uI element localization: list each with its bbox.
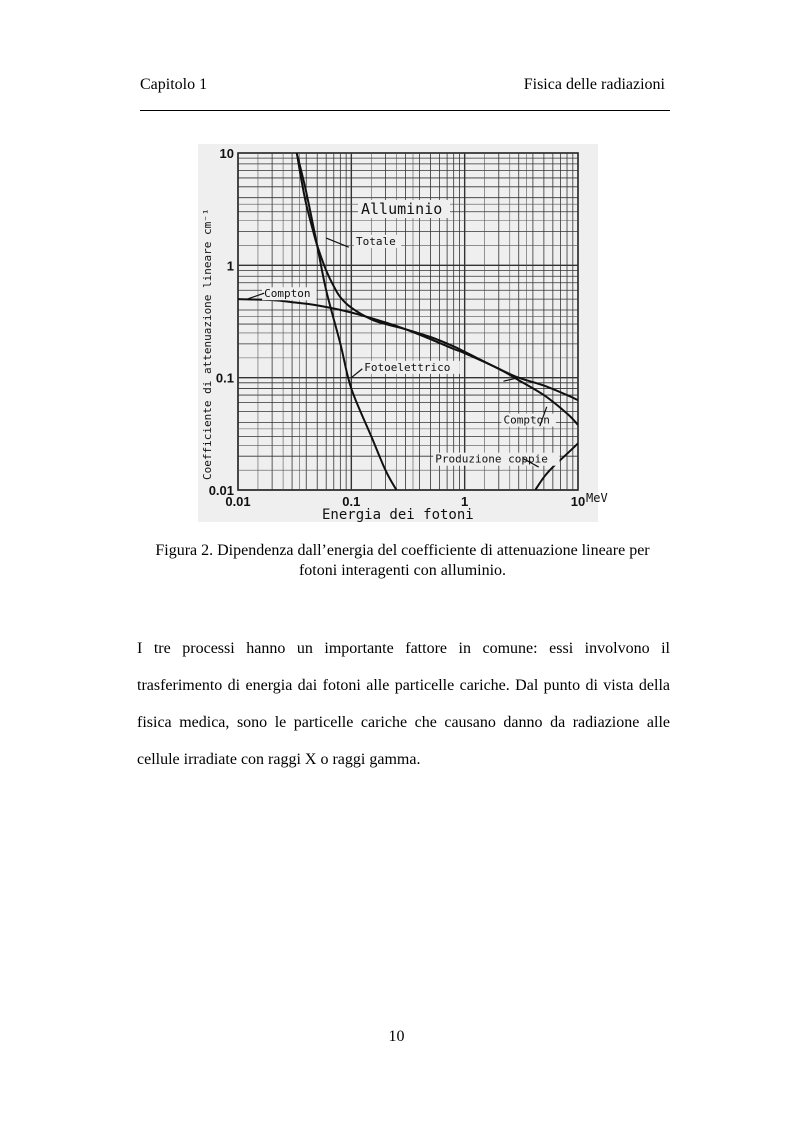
chart-title: Alluminio [361,200,443,218]
chart-x-axis-label: Energia dei fotoni [322,507,474,523]
annotation-label: Compton [264,287,311,301]
page-number: 10 [388,1028,405,1045]
attenuation-chart [198,144,608,523]
header-rule [140,110,670,111]
figure-caption-line-2: fotoni interagenti con alluminio. [298,562,507,579]
chart-x-axis-unit: MeV [586,491,608,505]
y-tick-label: 10 [219,146,234,161]
x-tick-label: 0.01 [225,494,251,509]
chart-annotations [247,235,560,467]
annotation-label: Fotoelettrico [364,360,451,374]
figure-caption-line-1: Figura 2. Dipendenza dall’energia del coefficiente di attenuazione lineare per [155,542,650,559]
annotation-leader [351,369,362,378]
y-tick-label: 0.01 [208,483,234,498]
figure-attenuation-chart [198,144,608,523]
running-header-section: Fisica delle radiazioni [523,76,665,93]
annotation-label: Totale [356,234,396,248]
x-tick-label: 0.1 [342,494,361,509]
y-tick-label: 0.1 [215,370,234,386]
chart-y-axis-label: Coefficiente di attenuazione lineare cm⁻¹ [201,208,214,480]
annotation-label: Produzione coppie [435,452,548,466]
series-line-produzione-coppie [535,443,578,490]
body-paragraph: I tre processi hanno un importante fattore in comune: essi involvono il trasferimento di energia dai fotoni alle particelle cariche. Dal punto di vista della fisica medica, sono le particelle cariche che causano danno da radiazione alle cellule irradiate con raggi X o raggi gamma. [137,640,670,768]
running-header-chapter: Capitolo 1 [140,76,208,93]
annotation-leader [247,293,264,299]
figure-caption [140,541,665,581]
annotation-label: Compton [503,413,550,427]
x-tick-label: 10 [570,494,586,509]
y-tick-label: 1 [226,258,234,274]
x-tick-label: 1 [461,494,469,509]
